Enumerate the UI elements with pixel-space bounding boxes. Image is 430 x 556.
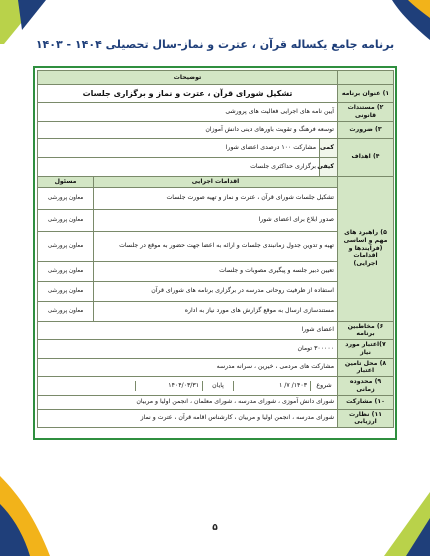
header-row — [38, 71, 394, 85]
row-label: ۲) مستندات قانونی — [338, 103, 394, 122]
row-label: ۵) راهبرد های مهم و اساسی (فرآیندها و اقدامات اجرایی) — [338, 176, 394, 321]
timeframe-blank — [38, 381, 136, 391]
row-label: ۹) محدوده زمانی — [338, 377, 394, 396]
page-number: ۵ — [212, 523, 218, 533]
row-evaluators — [38, 409, 394, 428]
action-text: مستندسازی ارسال به موقع گزارش های مورد نیاز به اداره — [94, 301, 338, 321]
action-text: استفاده از ظرفیت روحانی مدرسه در برگزاری برنامه های شورای قرآن — [94, 281, 338, 301]
row-label: ۶) مخاطبین برنامه — [338, 321, 394, 340]
timeframe-subtable — [38, 381, 337, 391]
program-table — [37, 70, 394, 428]
action-responsible: معاون پرورشی — [38, 187, 94, 209]
action-responsible: معاون پرورشی — [38, 209, 94, 231]
row-timeframe — [38, 377, 394, 396]
goal-qual-label: کیفی — [320, 157, 338, 176]
goal-quant-label: کمی — [320, 138, 338, 157]
row-participation — [38, 395, 394, 409]
row-value: ۳۰۰۰۰۰ تومان — [38, 340, 338, 359]
row-value: شورای دانش آموزی ، شورای مدرسه ، شورای معلمان ، انجمن اولیا و مربیان — [38, 395, 338, 409]
row-budget — [38, 340, 394, 359]
row-value: مشارکت های مردمی ، خیرین ، سرانه مدرسه — [38, 358, 338, 377]
row-label: ۱۱) نظارت ارزیابی — [338, 409, 394, 428]
row-necessity — [38, 121, 394, 138]
action-text: تعیین دبیر جلسه و پیگیری مصوبات و جلسات — [94, 261, 338, 281]
action-responsible: معاون پرورشی — [38, 261, 94, 281]
row-label: ۴) اهداف — [338, 138, 394, 176]
responsible-col-header: مسئول — [38, 176, 94, 187]
row-goals-quant — [38, 138, 394, 157]
bottom-right-decoration — [366, 492, 430, 556]
action-responsible: معاون پرورشی — [38, 231, 94, 261]
start-value: ۱۴۰۳/ ۷/ ۱ — [234, 381, 311, 391]
action-text: تشکیل جلسات شورای قرآن ، عترت و نماز و تهیه صورت جلسات — [94, 187, 338, 209]
row-value: توسعه فرهنگ و تقویت باورهای دینی دانش آموزان — [38, 121, 338, 138]
row-label: ۷)اعتبار مورد نیاز — [338, 340, 394, 359]
row-label: ۸) محل تامین اعتبار — [338, 358, 394, 377]
action-text: تهیه و تدوین جدول زمانبندی جلسات و ارائه به اعضا جهت حضور به موقع در جلسات — [94, 231, 338, 261]
actions-col-header: اقدامات اجرایی — [94, 176, 338, 187]
actions-header-row — [38, 176, 394, 187]
header-blank — [338, 71, 394, 85]
program-title: تشکیل شورای قرآن ، عترت و نماز و برگزاری جلسات — [38, 85, 338, 103]
page-title: برنامه جامع یکساله قرآن ، عترت و نماز-سال تحصیلی ۱۴۰۴ - ۱۴۰۳ — [35, 38, 395, 51]
bottom-left-decoration — [0, 476, 62, 556]
timeframe-cell — [38, 377, 338, 396]
goal-quant-value: مشارکت ۱۰۰ درصدی اعضای شورا — [38, 138, 320, 157]
action-responsible: معاون پرورشی — [38, 281, 94, 301]
end-label: پایان — [203, 381, 234, 391]
row-audience — [38, 321, 394, 340]
row-legal — [38, 103, 394, 122]
row-source — [38, 358, 394, 377]
row-value: شورای مدرسه ، انجمن اولیا و مربیان ، کارشناس اقامه قرآن ، عترت و نماز — [38, 409, 338, 428]
row-label: ۱۰) مشارکت — [338, 395, 394, 409]
end-value: ۱۴۰۴/۰۳/۳۱ — [168, 381, 200, 389]
action-text: صدور ابلاغ برای اعضای شورا — [94, 209, 338, 231]
goal-qual-value: برگزاری حداکثری جلسات — [38, 157, 320, 176]
action-responsible: معاون پرورشی — [38, 301, 94, 321]
row-label: ۳) ضرورت — [338, 121, 394, 138]
row-value: اعضای شورا — [38, 321, 338, 340]
start-label: شروع — [311, 381, 338, 391]
row-label: ۱) عنوان برنامه — [338, 85, 394, 103]
header-description: توضیحات — [38, 71, 338, 85]
row-title — [38, 85, 394, 103]
row-value: آیین نامه های اجرایی فعالیت های پرورشی — [38, 103, 338, 122]
